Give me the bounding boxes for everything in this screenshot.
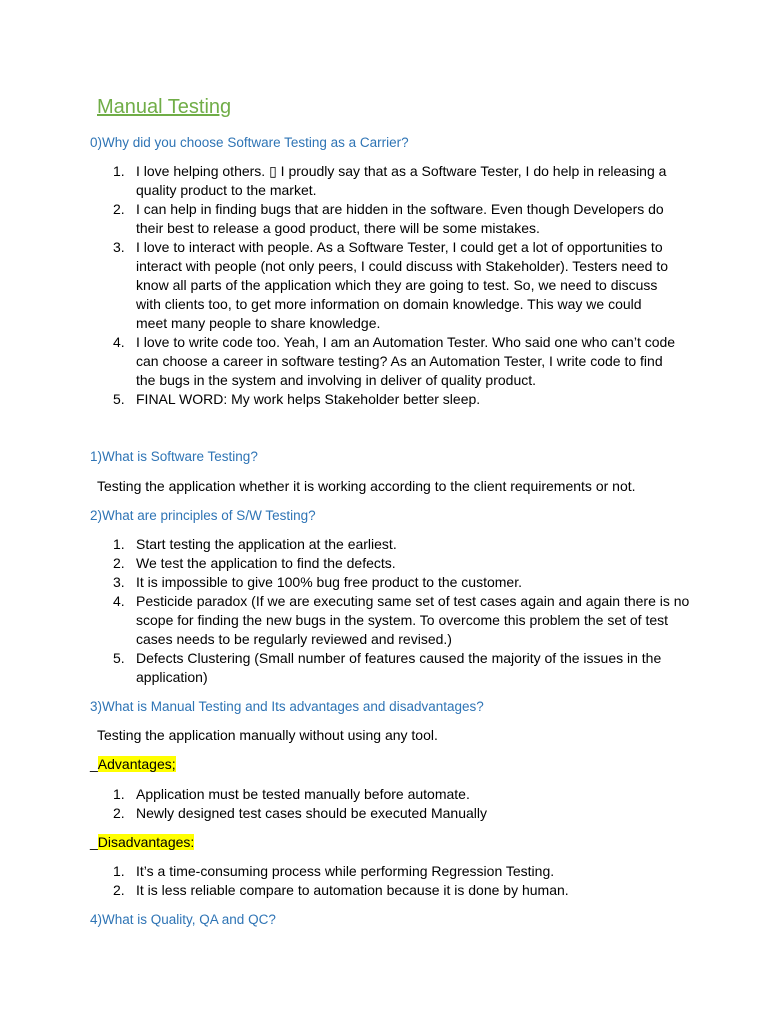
- list-item-line: with clients too, to get more information on domain knowledge. This way we could: [136, 295, 642, 312]
- disadvantages-highlight: Disadvantages:: [97, 833, 195, 850]
- list-item-line: It’s a time-consuming process while performing Regression Testing.: [136, 862, 555, 879]
- answer-text: Testing the application manually without using any tool.: [97, 726, 438, 743]
- advantages-prefix: _: [90, 755, 98, 772]
- section-manual-testing: [0, 697, 768, 900]
- list-item-line: I love to interact with people. As a Software Tester, I could get a lot of opportunities to: [136, 238, 663, 255]
- list-item-line: application): [136, 668, 208, 685]
- list-item-line: know all parts of the application which they are going to test. So, we need to discuss: [136, 276, 658, 293]
- question-heading: 4)What is Quality, QA and QC?: [90, 911, 276, 927]
- list-number: 5.: [113, 390, 125, 407]
- list-number: 2.: [113, 804, 125, 821]
- list-item-line: I love helping others. ▯ I proudly say that as a Software Tester, I do help in releasing a: [136, 162, 667, 179]
- advantages-label: [90, 755, 768, 774]
- section-why-testing-career: [0, 133, 768, 409]
- list-item: [0, 785, 768, 804]
- list-item: [0, 649, 768, 687]
- list-item: [0, 162, 768, 200]
- list-item-line: It is less reliable compare to automation because it is done by human.: [136, 881, 569, 898]
- disadvantages-list: [0, 862, 768, 900]
- list-item-line: Newly designed test cases should be executed Manually: [136, 804, 487, 821]
- advantages-highlight: Advantages;: [97, 755, 176, 772]
- list-item-line: We test the application to find the defects.: [136, 554, 396, 571]
- list-item-line: FINAL WORD: My work helps Stakeholder better sleep.: [136, 390, 481, 407]
- list-item-line: interact with people (not only peers, I could discuss with Stakeholder). Testers need to: [136, 257, 669, 274]
- list-item-line: Defects Clustering (Small number of features caused the majority of the issues in the: [136, 649, 662, 666]
- list-number: 3.: [113, 573, 125, 590]
- list-item-line: can choose a career in software testing? As an Automation Tester, I write code to find: [136, 352, 663, 369]
- page-title: Manual Testing: [97, 96, 232, 118]
- list-item-line: cases needs to be regularly reviewed and revised.): [136, 630, 452, 647]
- section-quality-qa-qc: [0, 910, 768, 929]
- list-number: 2.: [113, 881, 125, 898]
- title-row: [0, 94, 768, 120]
- list-number: 5.: [113, 649, 125, 666]
- question-heading: 1)What is Software Testing?: [90, 448, 258, 464]
- list-item-line: I love to write code too. Yeah, I am an Automation Tester. Who said one who can’t code: [136, 333, 676, 350]
- list-item-line: meet many people to share knowledge.: [136, 314, 381, 331]
- answer-text: Testing the application whether it is working according to the client requirements or not.: [97, 477, 636, 494]
- disadvantages-label: [90, 833, 768, 852]
- list-item: [0, 554, 768, 573]
- disadvantages-prefix: _: [90, 833, 98, 850]
- section-testing-principles: [0, 506, 768, 687]
- list-item-line: Pesticide paradox (If we are executing same set of test cases again and again there is no: [136, 592, 690, 609]
- list-item-line: It is impossible to give 100% bug free product to the customer.: [136, 573, 522, 590]
- question-heading: 3)What is Manual Testing and Its advantages and disadvantages?: [90, 698, 484, 714]
- list-item: [0, 390, 768, 409]
- list-number: 1.: [113, 862, 125, 879]
- list-item: [0, 592, 768, 649]
- list-item: [0, 573, 768, 592]
- answer-list: [0, 535, 768, 687]
- question-heading: 0)Why did you choose Software Testing as a Carrier?: [90, 134, 409, 150]
- list-item-line: Start testing the application at the earliest.: [136, 535, 397, 552]
- list-item-line: scope for finding the new bugs in the system. To overcome this problem the set of test: [136, 611, 669, 628]
- list-item: [0, 862, 768, 881]
- list-number: 4.: [113, 333, 125, 350]
- list-number: 1.: [113, 785, 125, 802]
- list-item-line: their best to release a good product, there will be some mistakes.: [136, 219, 540, 236]
- list-number: 2.: [113, 554, 125, 571]
- question-heading: 2)What are principles of S/W Testing?: [90, 507, 316, 523]
- list-item: [0, 881, 768, 900]
- list-item: [0, 535, 768, 554]
- list-number: 1.: [113, 535, 125, 552]
- list-number: 2.: [113, 200, 125, 217]
- list-item: [0, 200, 768, 238]
- list-number: 1.: [113, 162, 125, 179]
- list-number: 3.: [113, 238, 125, 255]
- list-item: [0, 804, 768, 823]
- section-what-is-testing: [0, 447, 768, 496]
- list-item-line: quality product to the market.: [136, 181, 317, 198]
- list-item: [0, 238, 768, 333]
- advantages-list: [0, 785, 768, 823]
- list-item-line: Application must be tested manually before automate.: [136, 785, 470, 802]
- list-number: 4.: [113, 592, 125, 609]
- list-item-line: the bugs in the system and involving in deliver of quality product.: [136, 371, 537, 388]
- answer-list: [0, 162, 768, 409]
- list-item-line: I can help in finding bugs that are hidden in the software. Even though Developers do: [136, 200, 664, 217]
- list-item: [0, 333, 768, 390]
